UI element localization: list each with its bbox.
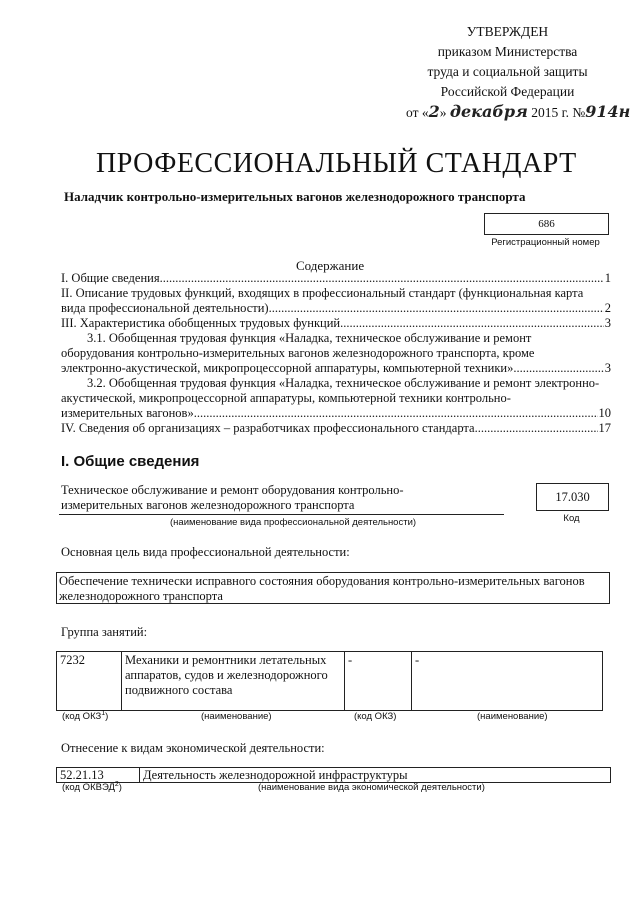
occupation-name-cell: Механики и ремонтники летательных аппаратов, судов и железнодорожного подвижного состава <box>122 652 345 711</box>
date-year: 2015 г. № <box>531 105 586 120</box>
economic-activity-name-caption: (наименование вида экономической деятельности) <box>258 782 485 793</box>
approval-country-line: Российской Федерации <box>440 84 575 99</box>
registration-number-caption: Регистрационный номер <box>491 237 600 248</box>
occupation-group-table <box>56 651 603 711</box>
okz-code-caption: (код ОКЗ$^1$) <box>62 709 109 722</box>
toc-item-2[interactable] <box>61 286 611 316</box>
toc-page-number: 2 <box>604 301 611 315</box>
economic-activity-label: Отнесение к видам экономической деятельности: <box>61 741 325 755</box>
toc-heading: Содержание <box>296 258 365 273</box>
okved-code-caption: (код ОКВЭД$^2$) <box>62 780 122 793</box>
toc-item-text: оборудования контрольно-измерительных вагонов железнодорожного транспорта, кроме <box>61 346 535 360</box>
toc-page-number: 17 <box>598 421 611 435</box>
toc-item-text: II. Описание трудовых функций, входящих в профессиональный стандарт (функциональная карта <box>61 286 584 300</box>
okved-code-cell: 52.21.13 <box>57 768 140 783</box>
approval-order-line: приказом Министерства <box>437 44 578 59</box>
activity-code-caption: Код <box>563 513 580 524</box>
handwritten-order-number: 914н <box>585 102 631 121</box>
toc-item-1[interactable] <box>61 271 611 286</box>
toc-page-number: 3 <box>604 316 611 330</box>
toc-item-text: вида профессиональной деятельности) <box>61 301 269 315</box>
activity-kind-name: Техническое обслуживание и ремонт оборудования контрольно- измерительных вагонов железнодорожного транспорта <box>61 483 404 512</box>
occupation-group-label: Группа занятий: <box>61 625 148 639</box>
toc-item-4[interactable] <box>61 421 611 436</box>
toc-item-text: измерительных вагонов» <box>61 406 194 420</box>
toc-item-text: I. Общие сведения <box>61 271 160 285</box>
handwritten-month: декабря <box>449 102 528 121</box>
toc-page-number: 3 <box>604 361 611 375</box>
document-subtitle: Наладчик контрольно-измерительных вагонов железнодорожного транспорта <box>64 189 526 204</box>
date-mid: » <box>439 105 447 120</box>
toc-page-number: 1 <box>604 271 611 285</box>
toc-item-text: электронно-акустической, микропроцессорной аппаратуры, компьютерной техники» <box>61 361 514 375</box>
table-of-contents <box>61 271 611 436</box>
activity-kind-underline <box>59 514 504 515</box>
approval-heading: УТВЕРЖДЕН <box>466 24 549 39</box>
handwritten-day: 2 <box>428 102 440 121</box>
table-row <box>57 768 611 783</box>
toc-item-3-2[interactable] <box>61 376 611 421</box>
approval-date-line <box>400 102 631 123</box>
okz-code-caption-2: (код ОКЗ) <box>354 711 397 722</box>
toc-item-3-1[interactable] <box>61 331 611 376</box>
economic-activity-table <box>56 767 611 783</box>
purpose-label: Основная цель вида профессиональной деятельности: <box>61 545 350 559</box>
toc-item-text: акустической, микропроцессорной аппаратуры, компьютерной техники контрольно- <box>61 391 511 405</box>
activity-kind-caption: (наименование вида профессиональной деятельности) <box>170 517 417 528</box>
purpose-box: Обеспечение технически исправного состояния оборудования контрольно-измерительных вагонов железнодорожного транспорта <box>56 572 610 604</box>
occupation-name-cell-2: - <box>412 652 603 711</box>
toc-item-text: IV. Сведения об организациях – разработчиках профессионального стандарта <box>61 421 475 435</box>
section-1-title: I. Общие сведения <box>61 453 200 470</box>
activity-code-box: 17.030 <box>536 483 609 511</box>
occupation-name-caption: (наименование) <box>201 711 272 722</box>
document-title: ПРОФЕССИОНАЛЬНЫЙ СТАНДАРТ <box>96 148 577 179</box>
toc-item-text: III. Характеристика обобщенных трудовых функций <box>61 316 341 330</box>
economic-activity-name-cell: Деятельность железнодорожной инфраструктуры <box>140 768 611 783</box>
toc-page-number: 10 <box>598 406 611 420</box>
date-prefix: от « <box>406 105 429 120</box>
toc-item-3[interactable] <box>61 316 611 331</box>
registration-number-box: 686 <box>484 213 609 235</box>
okz-code-cell-2: - <box>345 652 412 711</box>
approval-block <box>400 22 631 123</box>
approval-ministry-line: труда и социальной защиты <box>427 64 588 79</box>
occupation-name-caption-2: (наименование) <box>477 711 548 722</box>
toc-item-text: 3.2. Обобщенная трудовая функция «Наладка, техническое обслуживание и ремонт электронно- <box>87 376 600 390</box>
okz-code-cell: 7232 <box>57 652 122 711</box>
toc-item-text: 3.1. Обобщенная трудовая функция «Наладка, техническое обслуживание и ремонт <box>87 331 532 345</box>
table-row <box>57 652 603 711</box>
